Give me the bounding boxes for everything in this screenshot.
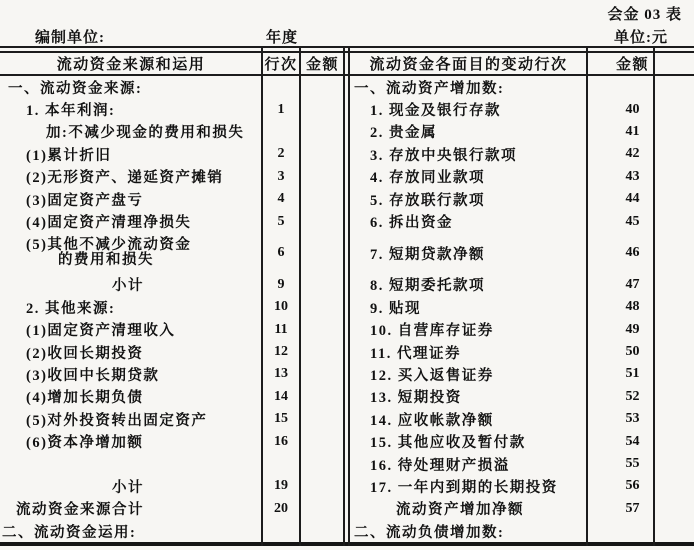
table-row <box>0 274 694 296</box>
source-item-label: 1. 本年利润: <box>26 103 116 120</box>
source-line-no: 11 <box>274 321 288 337</box>
source-item-label: 流动资金来源合计 <box>16 502 144 519</box>
table-row <box>0 386 694 408</box>
change-line-no: 53 <box>625 411 640 427</box>
change-item-label: 7. 短期贷款净额 <box>370 246 485 263</box>
source-item-label: (3)收回中长期贷款 <box>26 367 160 384</box>
change-item-label: 6. 拆出资金 <box>370 215 453 232</box>
change-line-no: 41 <box>625 123 640 139</box>
source-item-label: 小计 <box>112 278 144 295</box>
form-code: 会金 03 表 <box>607 7 682 23</box>
change-line-no: 42 <box>625 146 640 162</box>
change-item-label: 13. 短期投资 <box>370 390 462 407</box>
change-item-label: 12. 买入返售证券 <box>370 367 494 384</box>
change-item-label: 4. 存放同业款项 <box>370 170 485 187</box>
header-amount-left: 金额 <box>305 57 339 73</box>
change-line-no: 40 <box>625 101 640 117</box>
header-line-no: 行次 <box>264 57 298 73</box>
header-sources-title: 流动资金来源和运用 <box>56 57 206 73</box>
source-item-label: (3)固定资产盘亏 <box>26 192 144 209</box>
change-line-no: 46 <box>625 245 640 261</box>
change-item-label: 5. 存放联行款项 <box>370 192 485 209</box>
change-line-no: 57 <box>625 500 640 516</box>
source-item-label: (5)对外投资转出固定资产 <box>26 412 208 429</box>
change-item-label: 15. 其他应收及暂付款 <box>370 435 526 452</box>
prepared-by-label: 编制单位: <box>35 30 105 46</box>
change-line-no: 56 <box>625 478 640 494</box>
source-line-no: 13 <box>274 366 288 382</box>
source-item-label: 小计 <box>112 479 144 496</box>
source-item-label: (4)固定资产清理净损失 <box>26 215 192 232</box>
source-item-label: (6)资本净增加额 <box>26 435 144 452</box>
table-row <box>0 430 694 452</box>
change-item-label: 8. 短期委托款项 <box>370 278 485 295</box>
table-row <box>0 408 694 430</box>
change-item-label: 11. 代理证券 <box>370 345 461 362</box>
source-line-no: 3 <box>277 168 285 184</box>
change-item-label: 9. 贴现 <box>370 300 421 317</box>
table-row <box>0 166 694 188</box>
change-line-no: 44 <box>625 191 640 207</box>
source-line-no: 9 <box>277 276 285 292</box>
source-line-no: 15 <box>274 411 288 427</box>
source-line-no: 16 <box>274 433 288 449</box>
table-row <box>0 210 694 232</box>
change-line-no: 45 <box>625 213 640 229</box>
form-meta <box>0 26 694 46</box>
source-line-no: 2 <box>277 146 285 162</box>
change-item-label: 17. 一年内到期的长期投资 <box>370 479 558 496</box>
table-row <box>0 188 694 210</box>
source-item-label: (5)其他不减少流动资金 的费用和损失 <box>26 237 192 269</box>
table-body <box>0 76 694 542</box>
change-item-label: 一、流动资产增加数: <box>354 80 505 97</box>
change-item-label: 3. 存放中央银行款项 <box>370 147 517 164</box>
source-item-label: (2)无形资产、递延资产摊销 <box>26 170 224 187</box>
source-item-label: 二、流动资金运用: <box>2 524 137 541</box>
change-line-no: 55 <box>625 456 640 472</box>
unit-label: 单位:元 <box>614 30 668 46</box>
change-item-label: 1. 现金及银行存款 <box>370 103 501 120</box>
change-line-no: 47 <box>625 276 640 292</box>
change-item-label: 二、流动负债增加数: <box>354 524 505 541</box>
change-item-label: 16. 待处理财产损溢 <box>370 457 510 474</box>
source-item-label: 2. 其他来源: <box>26 300 116 317</box>
table-row <box>0 341 694 363</box>
change-item-label: 流动资产增加净额 <box>396 502 524 519</box>
source-item-label: (1)累计折旧 <box>26 147 112 164</box>
table-header-row <box>0 53 694 74</box>
source-line-no: 10 <box>274 299 288 315</box>
change-line-no: 52 <box>625 388 640 404</box>
working-capital-table <box>0 46 694 546</box>
table-row <box>0 76 694 98</box>
source-item-label: (1)固定资产清理收入 <box>26 323 176 340</box>
source-line-no: 20 <box>274 500 288 516</box>
table-row <box>0 233 694 274</box>
change-line-no: 54 <box>625 433 640 449</box>
source-line-no: 5 <box>277 213 285 229</box>
table-top-double-rule <box>0 46 694 53</box>
change-line-no: 48 <box>625 299 640 315</box>
source-item-label: (4)增加长期负债 <box>26 390 144 407</box>
source-item-label: (2)收回长期投资 <box>26 345 144 362</box>
change-line-no: 49 <box>625 321 640 337</box>
table-row <box>0 363 694 385</box>
source-line-no: 19 <box>274 478 288 494</box>
table-row <box>0 121 694 143</box>
year-label: 年度 <box>266 30 299 46</box>
source-line-no: 4 <box>277 191 285 207</box>
change-item-label: 10. 自营库存证券 <box>370 323 494 340</box>
table-row <box>0 475 694 497</box>
table-row <box>0 520 694 542</box>
table-row <box>0 143 694 165</box>
source-line-no: 6 <box>277 245 285 261</box>
source-line-no: 12 <box>274 344 288 360</box>
change-line-no: 51 <box>625 366 640 382</box>
header-changes-title: 流动资金各面目的变动行次 <box>369 57 568 73</box>
source-item-label: 一、流动资金来源: <box>8 80 143 97</box>
source-line-no: 14 <box>274 388 288 404</box>
change-line-no: 50 <box>625 344 640 360</box>
header-amount-right: 金额 <box>615 57 649 73</box>
source-line-no: 1 <box>277 101 285 117</box>
source-item-label: 加:不减少现金的费用和损失 <box>46 125 245 142</box>
table-bottom-rule <box>0 542 694 546</box>
table-row <box>0 296 694 318</box>
table-row <box>0 498 694 520</box>
change-item-label: 14. 应收帐款净额 <box>370 412 494 429</box>
table-row <box>0 453 694 475</box>
change-item-label: 2. 贵金属 <box>370 125 437 142</box>
table-row <box>0 319 694 341</box>
change-line-no: 43 <box>625 168 640 184</box>
table-row <box>0 98 694 120</box>
